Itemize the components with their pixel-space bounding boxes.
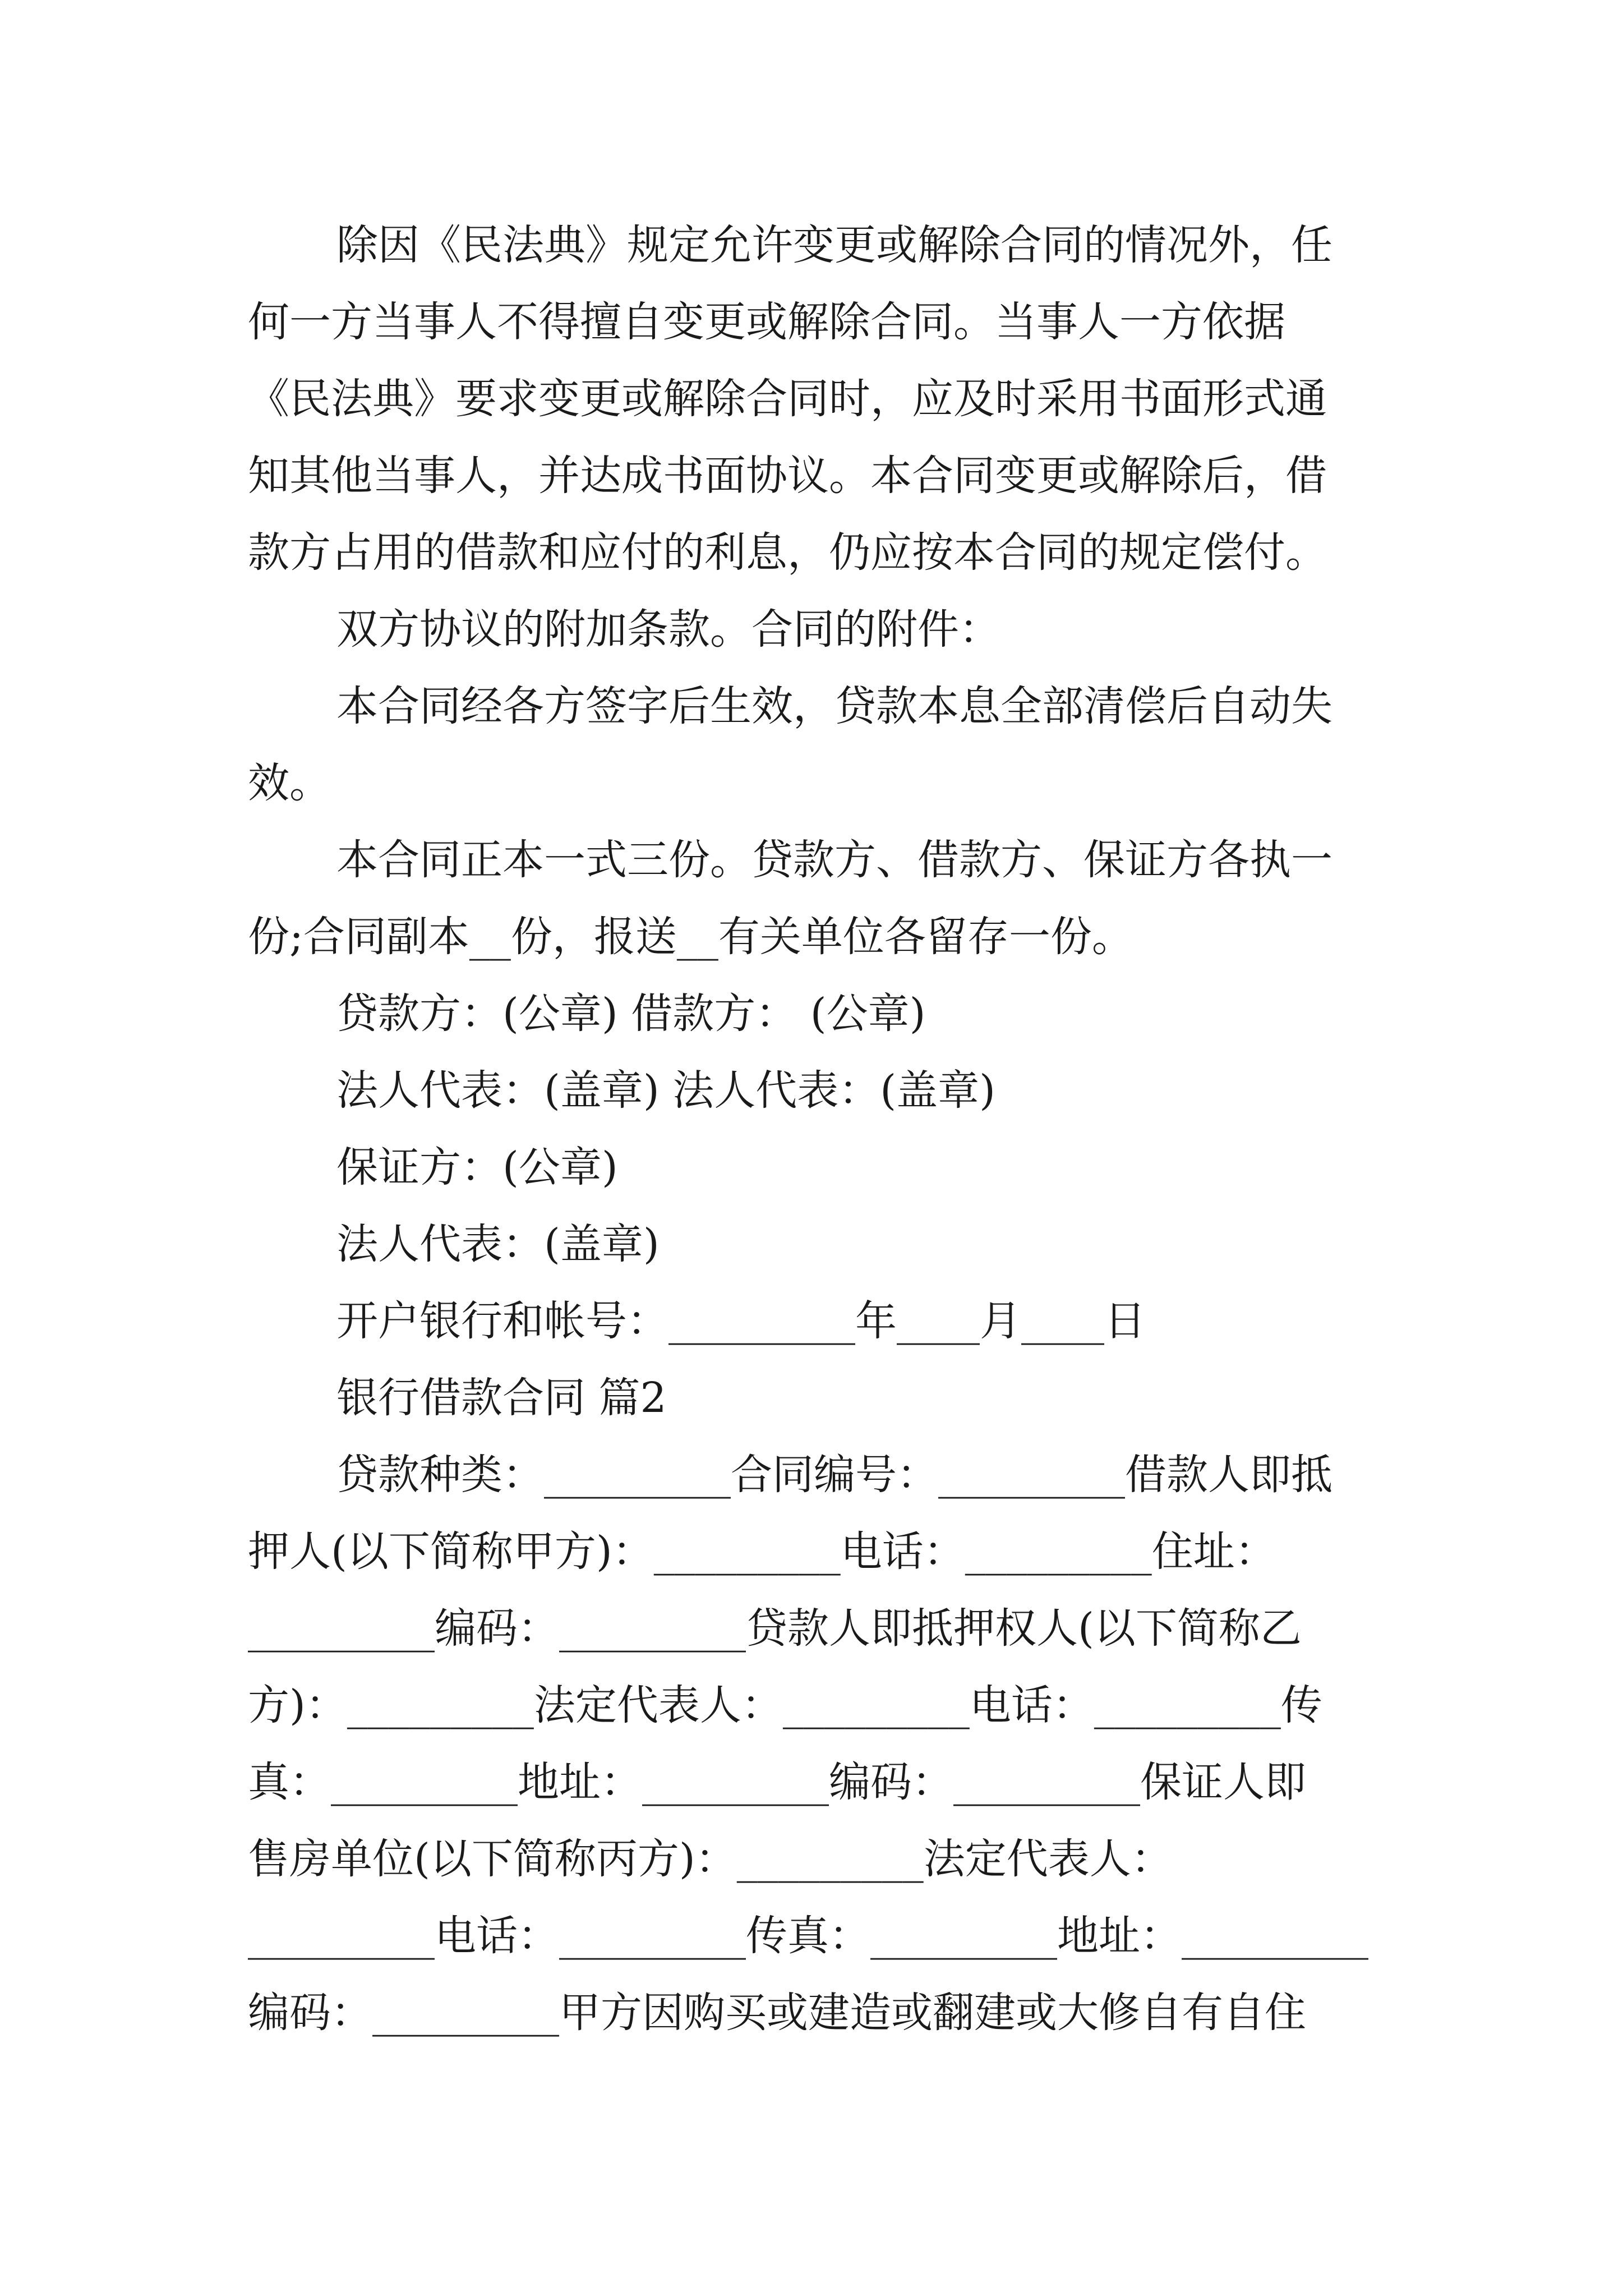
- paragraph-line: _________电话：_________传真：_________地址：_________: [248, 1912, 1368, 1960]
- paragraph-line: 售房单位(以下简称丙方)：_________法定代表人：: [248, 1835, 1173, 1883]
- paragraph-line: 本合同正本一式三份。贷款方、借款方、保证方各执一: [336, 836, 1332, 884]
- signature-line: 法人代表：(盖章) 法人代表：(盖章): [336, 1066, 996, 1115]
- paragraph-line: 《民法典》要求变更或解除合同时，应及时采用书面形式通: [248, 375, 1327, 423]
- paragraph-line: 份;合同副本__份，报送__有关单位各留存一份。: [248, 913, 1133, 961]
- paragraph-line: 真：_________地址：_________编码：_________保证人即: [248, 1758, 1306, 1806]
- signature-line: 保证方：(公章): [336, 1143, 618, 1191]
- paragraph-line: 双方协议的附加条款。合同的附件：: [336, 605, 1000, 654]
- paragraph-line: 方)：_________法定代表人：_________电话：_________传: [248, 1681, 1322, 1729]
- paragraph-line: 除因《民法典》规定允许变更或解除合同的情况外，任: [336, 221, 1332, 269]
- signature-line: 贷款方：(公章) 借款方： (公章): [336, 990, 926, 1038]
- paragraph-line: 款方占用的借款和应付的利息，仍应按本合同的规定偿付。: [248, 528, 1327, 577]
- paragraph-line: 效。: [248, 759, 331, 807]
- section-heading: 银行借款合同 篇2: [336, 1374, 667, 1422]
- date-account-line: 开户银行和帐号：_________年____月____日: [336, 1297, 1146, 1345]
- paragraph-line: 贷款种类：_________合同编号：_________借款人即抵: [336, 1451, 1332, 1499]
- signature-line: 法人代表：(盖章): [336, 1220, 660, 1268]
- paragraph-line: 知其他当事人，并达成书面协议。本合同变更或解除后，借: [248, 452, 1327, 500]
- paragraph-line: 押人(以下简称甲方)：_________电话：_________住址：: [248, 1527, 1276, 1576]
- paragraph-line: 编码：_________甲方因购买或建造或翻建或大修自有自住: [248, 1989, 1306, 2037]
- paragraph-line: 本合同经各方签字后生效，贷款本息全部清偿后自动失: [336, 682, 1332, 730]
- paragraph-line: _________编码：_________贷款人即抵押权人(以下简称乙: [248, 1604, 1302, 1653]
- paragraph-line: 何一方当事人不得擅自变更或解除合同。当事人一方依据: [248, 298, 1285, 346]
